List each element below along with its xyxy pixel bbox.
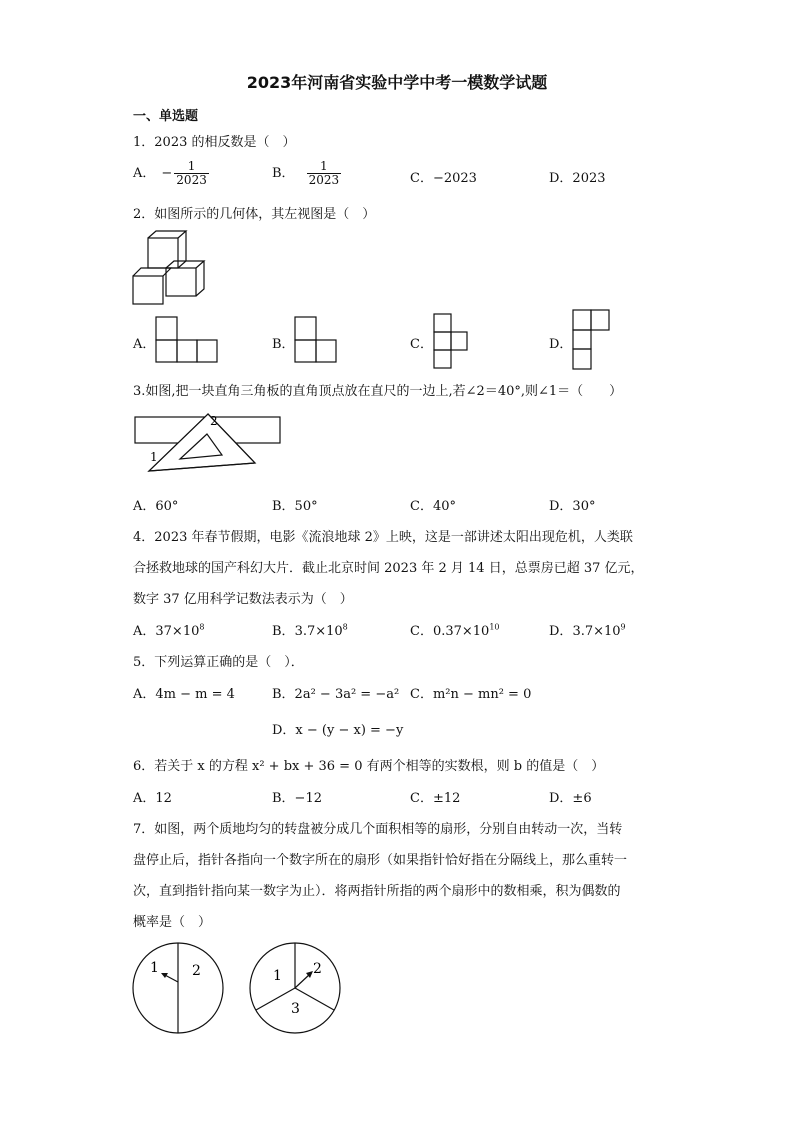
question-5-stem: 5．下列运算正确的是（ ）． bbox=[133, 655, 304, 670]
question-6-option-a: A．12 bbox=[133, 791, 172, 806]
spinner-2-sector-3: 3 bbox=[291, 1001, 300, 1017]
question-7-line-4: 概率是（ ） bbox=[133, 915, 212, 930]
question-2-option-c: C． bbox=[410, 337, 433, 352]
question-7-line-2: 盘停止后，指针各指向一个数字所在的扇形（如果指针恰好指在分隔线上，那么重转一 bbox=[133, 853, 628, 868]
section-heading: 一、单选题 bbox=[133, 109, 199, 124]
option-d-view-figure bbox=[572, 309, 612, 371]
question-3-stem: 3.如图,把一块直角三角板的直角顶点放在直尺的一边上,若∠2＝40°,则∠1＝（ ） bbox=[133, 384, 623, 399]
angle-1-label: 1 bbox=[150, 450, 158, 464]
question-6-option-b: B．−12 bbox=[272, 791, 322, 806]
question-5-option-a: A．4m − m = 4 bbox=[133, 687, 235, 702]
spinner-2-figure bbox=[247, 940, 343, 1036]
page-title: 2023年河南省实验中学中考一模数学试题 bbox=[246, 73, 548, 92]
question-1-option-b bbox=[272, 160, 341, 187]
question-7-line-1: 7．如图，两个质地均匀的转盘被分成几个面积相等的扇形，分别自由转动一次，当转 bbox=[133, 822, 623, 837]
question-3-option-b: B．50° bbox=[272, 499, 318, 514]
spinner-2-sector-2: 2 bbox=[313, 961, 322, 977]
numerator: 1 bbox=[174, 160, 209, 174]
question-2-option-d: D． bbox=[549, 337, 573, 352]
question-6-option-c: C．±12 bbox=[410, 791, 461, 806]
spinner-2-sector-1: 1 bbox=[273, 968, 282, 984]
question-4-option-c: C．$0.37\times 10^{10}$ bbox=[410, 622, 500, 639]
question-4-option-d: D．$3.7\times 10^9$ bbox=[549, 622, 626, 639]
geometric-solid-figure bbox=[130, 228, 210, 308]
question-4-option-a: A．$37\times 10^8$ bbox=[133, 622, 205, 639]
question-1-option-d: D．2023 bbox=[549, 171, 606, 186]
denominator: 2023 bbox=[308, 173, 340, 187]
question-3-option-c: C．40° bbox=[410, 499, 456, 514]
fraction bbox=[307, 160, 342, 187]
spinner-1-figure bbox=[130, 940, 226, 1036]
minus-sign: − bbox=[161, 166, 173, 181]
option-c-view-figure bbox=[433, 313, 469, 369]
question-1-option-c: C．−2023 bbox=[410, 171, 477, 186]
spinner-1-sector-2: 2 bbox=[192, 963, 201, 979]
question-4-line-1: 4．2023 年春节假期，电影《流浪地球 2》上映，这是一部讲述太阳出现危机，人类联 bbox=[133, 530, 633, 545]
option-label: A． bbox=[133, 166, 156, 181]
question-4-line-3: 数字 37 亿用科学记数法表示为（ ） bbox=[133, 592, 353, 607]
question-6-stem: 6．若关于 x 的方程 x² + bx + 36 = 0 有两个相等的实数根，则 b 的值是（ ） bbox=[133, 759, 605, 774]
question-2-option-b: B． bbox=[272, 337, 295, 352]
question-5-option-b: B．2a² − 3a² = −a² bbox=[272, 687, 400, 702]
question-5-option-d: D．x − (y − x) = −y bbox=[272, 723, 404, 738]
question-1-option-a bbox=[133, 160, 209, 187]
option-label: B． bbox=[272, 166, 295, 181]
ruler-triangle-figure bbox=[133, 405, 283, 483]
denominator: 2023 bbox=[176, 173, 207, 187]
numerator: 1 bbox=[307, 160, 342, 174]
question-5-option-c: C．m²n − mn² = 0 bbox=[410, 687, 532, 702]
question-6-option-d: D．±6 bbox=[549, 791, 592, 806]
option-a-view-figure bbox=[155, 316, 219, 364]
angle-2-label: 2 bbox=[210, 414, 218, 428]
question-4-line-2: 合拯救地球的国产科幻大片．截止北京时间 2023 年 2 月 14 日，总票房已超 37 亿元， bbox=[133, 561, 644, 576]
question-3-option-a: A．60° bbox=[133, 499, 179, 514]
spinner-1-sector-1: 1 bbox=[150, 960, 159, 976]
option-b-view-figure bbox=[294, 316, 338, 364]
question-3-option-d: D．30° bbox=[549, 499, 596, 514]
question-2-stem: 2．如图所示的几何体，其左视图是（ ） bbox=[133, 207, 376, 222]
fraction bbox=[174, 160, 209, 187]
question-2-option-a: A． bbox=[133, 337, 156, 352]
question-1-stem: 1．2023 的相反数是（ ） bbox=[133, 135, 296, 150]
question-4-option-b: B．$3.7\times 10^8$ bbox=[272, 622, 348, 639]
question-7-line-3: 次，直到指针指向某一数字为止）．将两指针所指的两个扇形中的数相乘，积为偶数的 bbox=[133, 884, 621, 899]
